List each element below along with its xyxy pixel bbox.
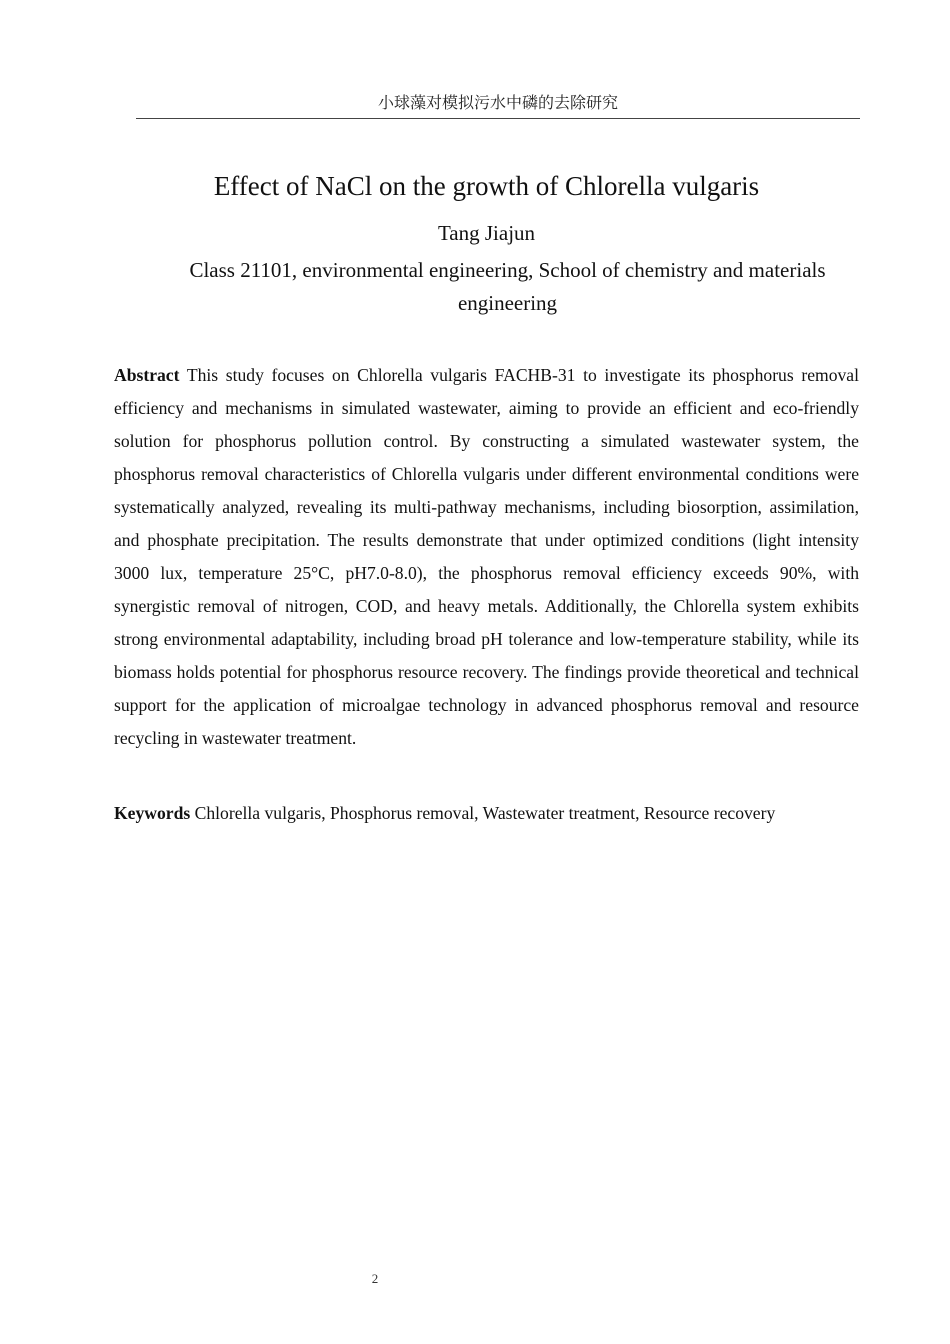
- paper-title: Effect of NaCl on the growth of Chlorella vulgaris: [213, 171, 760, 201]
- abstract-paragraph: [114, 359, 859, 755]
- author-affiliation: Class 21101, environmental engineering, School of chemistry and materials engineering: [189, 258, 826, 315]
- keywords-label: Keywords: [114, 803, 191, 823]
- running-header: 小球藻对模拟污水中磷的去除研究: [377, 93, 618, 112]
- keywords-text: Chlorella vulgaris, Phosphorus removal, Wastewater treatment, Resource recovery: [194, 803, 776, 823]
- keywords-paragraph: [114, 797, 859, 830]
- abstract-label: Abstract: [114, 365, 180, 385]
- abstract-text: This study focuses on Chlorella vulgaris FACHB-31 to investigate its phosphorus removal efficiency and mechanisms in simulated wastewater, aiming to provide an efficient and eco-friendly solution for phosphorus pollution control. By constructing a simulated wastewater system, the phosphorus removal characteristics of Chlorella vulgaris under different environmental conditions were systematically analyzed, revealing its multi-pathway mechanisms, including biosorption, assimilation, and phosphate precipitation. The results demonstrate that under optimized conditions (light intensity 3000 lux, temperature 25°C, pH7.0-8.0), the phosphorus removal efficiency exceeds 90%, with synergistic removal of nitrogen, COD, and heavy metals. Additionally, the Chlorella system exhibits strong environmental adaptability, including broad pH tolerance and low-temperature stability, while its biomass holds potential for phosphorus resource recovery. The findings provide theoretical and technical support for the application of microalgae technology in advanced phosphorus removal and resource recycling in wastewater treatment.: [114, 365, 859, 748]
- page-number: 2: [371, 1271, 379, 1286]
- author-name: Tang Jiajun: [437, 221, 536, 245]
- header-rule: [136, 118, 860, 119]
